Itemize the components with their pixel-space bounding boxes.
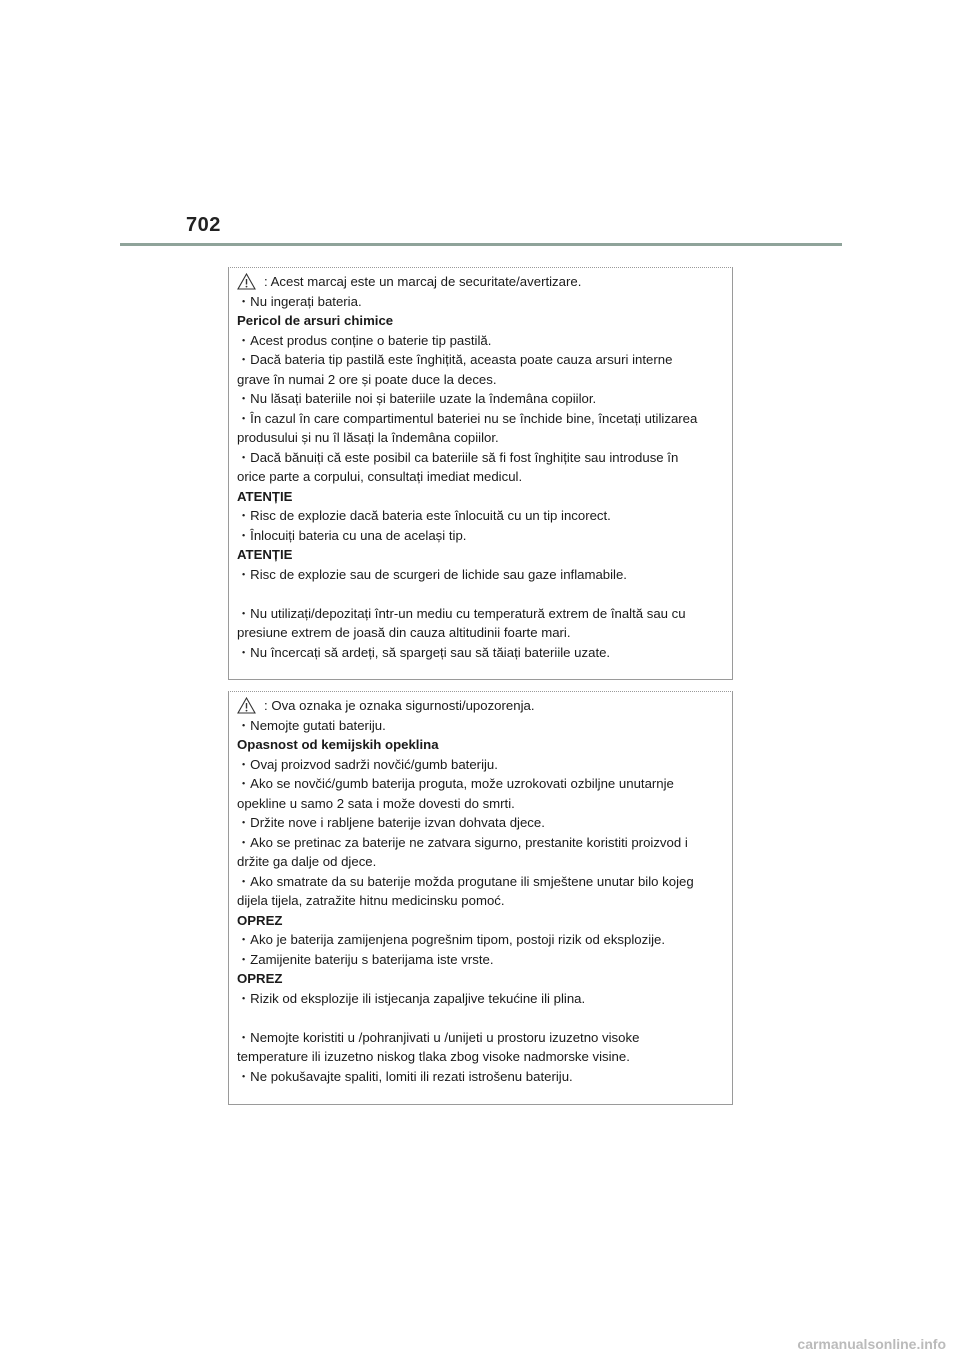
warning-box-croatian [228,691,733,1105]
text-line: ・Acest produs conține o baterie tip pastilă. [237,332,492,348]
text-line: ・Ako smatrate da su baterije možda progutane ili smještene unutar bilo kojeg [237,873,694,889]
section-heading: Pericol de arsuri chimice [237,313,394,328]
text-line: ・Nemojte gutati bateriju. [237,717,386,733]
warning-triangle-icon [237,697,256,714]
text-line: temperature ili izuzetno niskog tlaka zbog visoke nadmorske visine. [237,1049,630,1064]
text-line: ・Risc de explozie sau de scurgeri de lichide sau gaze inflamabile. [237,566,627,582]
text-line: orice parte a corpului, consultați imediat medicul. [237,469,523,484]
text-line: ・Ne pokušavajte spaliti, lomiti ili rezati istrošenu bateriju. [237,1068,573,1084]
text-line: ・Nu încercați să ardeți, să spargeți sau să tăiați bateriile uzate. [237,644,611,660]
text-line: ・Înlocuiți bateria cu una de același tip. [237,527,467,543]
text-line: dijela tijela, zatražite hitnu medicinsku pomoć. [237,893,505,908]
section-heading: OPREZ [237,912,283,928]
warning-lines-ro [237,292,724,663]
text-line: ・Zamijenite bateriju s baterijama iste vrste. [237,951,494,967]
section-heading: ATENȚIE [237,488,293,504]
blank-line [237,1008,724,1028]
text-line: ・În cazul în care compartimentul bateriei nu se închide bine, încetați utilizarea [237,410,698,426]
text-line: produsului și nu îl lăsați la îndemâna copiilor. [237,430,499,445]
watermark-text: carmanualsonline.info [797,1336,946,1352]
section-heading: ATENȚIE [237,547,293,562]
blank-line [237,584,724,604]
text-line: ・Ako se novčić/gumb baterija proguta, može uzrokovati ozbiljne unutarnje [237,776,674,791]
warning-intro-line [237,696,724,716]
warning-intro-text: : Ova oznaka je oznaka sigurnosti/upozorenja. [264,698,535,713]
text-line: ・Rizik od eksplozije ili istjecanja zapaljive tekućine ili plina. [237,990,586,1006]
text-line: ・Držite nove i rabljene baterije izvan dohvata djece. [237,815,545,830]
warning-intro-line [237,272,724,292]
text-line: opekline u samo 2 sata i može dovesti do smrti. [237,795,515,811]
warning-triangle-icon [237,273,256,290]
text-line: ・Risc de explozie dacă bateria este înlocuită cu un tip incorect. [237,508,611,523]
warning-box-romanian [228,267,733,680]
section-heading: OPREZ [237,971,283,986]
text-line: ・Nemojte koristiti u /pohranjivati u /unijeti u prostoru izuzetno visoke [237,1029,640,1045]
text-line: presiune extrem de joasă din cauza altitudinii foarte mari. [237,625,571,640]
text-line: ・Dacă bateria tip pastilă este înghițită, aceasta poate cauza arsuri interne [237,352,673,367]
warning-lines-hr [237,716,724,1087]
text-line: ・Ako se pretinac za baterije ne zatvara sigurno, prestanite koristiti proizvod i [237,834,688,850]
text-line: ・Nu lăsați bateriile noi și bateriile uzate la îndemâna copiilor. [237,391,597,406]
text-line: grave în numai 2 ore și poate duce la deces. [237,371,497,387]
text-line: ・Ako je baterija zamijenjena pogrešnim tipom, postoji rizik od eksplozije. [237,932,666,947]
text-line: ・Dacă bănuiți că este posibil ca bateriile să fi fost înghițite sau introduse în [237,449,679,465]
warning-intro-text: : Acest marcaj este un marcaj de securitate/avertizare. [264,274,582,289]
text-line: držite ga dalje od djece. [237,854,377,869]
text-line: ・Nu ingerați bateria. [237,293,362,309]
header-divider [120,243,842,246]
text-line: ・Ovaj proizvod sadrži novčić/gumb bateriju. [237,756,498,772]
section-heading: Opasnost od kemijskih opeklina [237,737,439,752]
text-line: ・Nu utilizați/depozitați într-un mediu cu temperatură extrem de înaltă sau cu [237,605,686,621]
page-number: 702 [186,214,221,236]
